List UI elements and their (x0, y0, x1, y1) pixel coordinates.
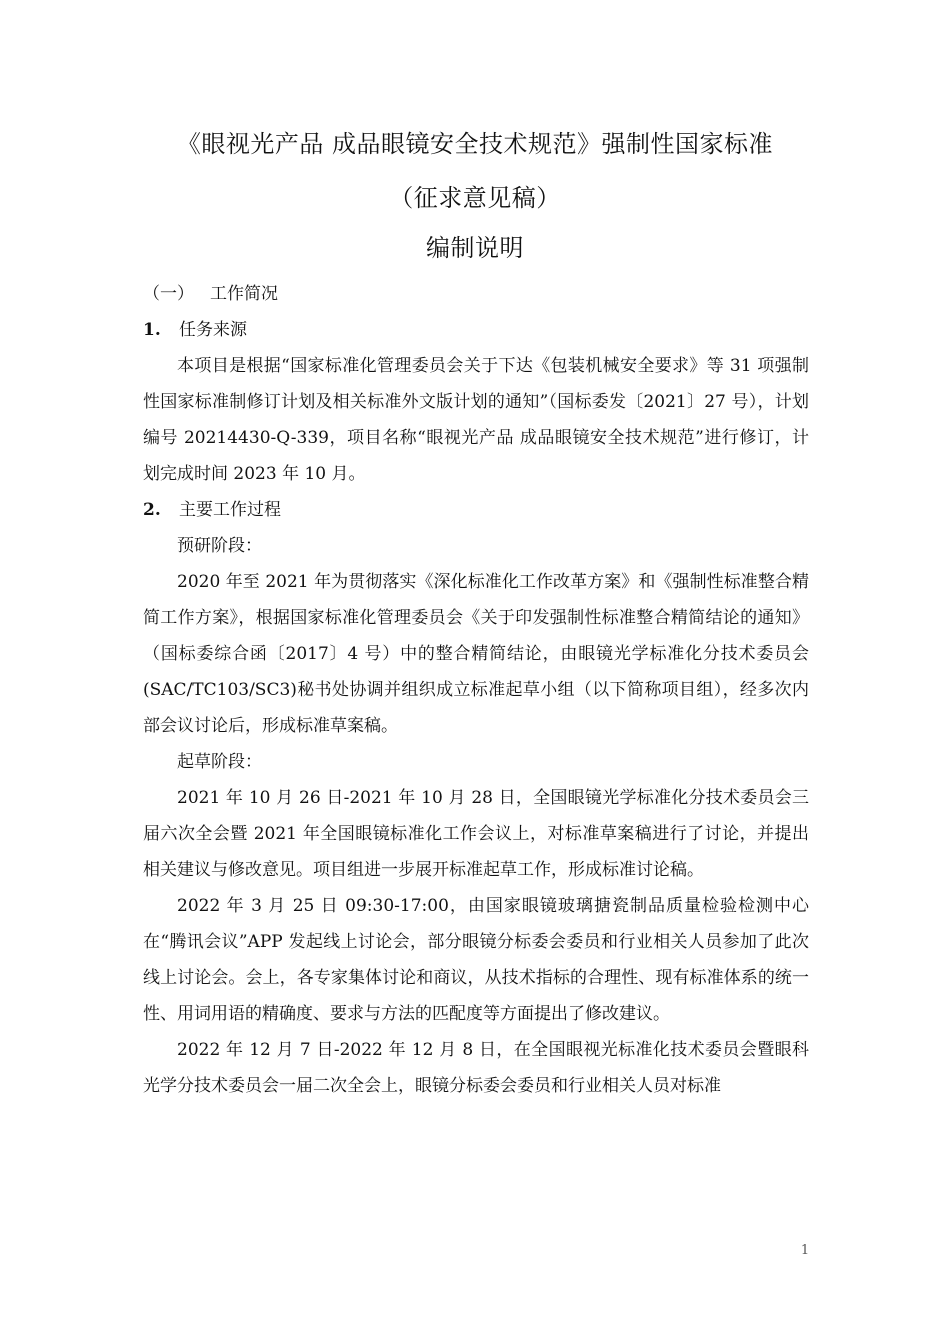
section-title: 工作简况 (210, 284, 278, 304)
document-title: 《眼视光产品 成品眼镜安全技术规范》强制性国家标准 (176, 130, 774, 158)
document-subtitle: （征求意见稿） (389, 184, 561, 212)
item1-title: 任务来源 (179, 320, 247, 340)
document-heading: 编制说明 (426, 234, 524, 262)
stage2-paragraph-2: 2022 年 3 月 25 日 09:30-17:00，由国家眼镜玻璃搪瓷制品质量检验检测中心在“腾讯会议”APP 发起线上讨论会，部分眼镜分标委会委员和行业相关人员参加了此次线上讨论会。会上，各专家集体讨论和商议，从技术指标的合理性、现有标准体系的统一性、用词用语的精确度、要求与方法的匹配度等方面提出了修改建议。 (143, 896, 809, 1024)
stage1-paragraph: 2020 年至 2021 年为贯彻落实《深化标准化工作改革方案》和《强制性标准整合精简工作方案》，根据国家标准化管理委员会《关于印发强制性标准整合精简结论的通知》（国标委综合函〔2017〕4 号）中的整合精简结论，由眼镜光学标准化分技术委员会(SAC/TC103/SC3)秘书处协调并组织成立标准起草小组（以下简称项目组），经多次内部会议讨论后，形成标准草案稿。 (143, 572, 809, 736)
document-body (143, 276, 809, 1104)
stage2-paragraph-3: 2022 年 12 月 7 日-2022 年 12 月 8 日，在全国眼视光标准化技术委员会暨眼科光学分技术委员会一届二次全会上，眼镜分标委会委员和行业相关人员对标准 (143, 1040, 809, 1096)
stage2-paragraph-1: 2021 年 10 月 26 日-2021 年 10 月 28 日，全国眼镜光学标准化分技术委员会三届六次全会暨 2021 年全国眼镜标准化工作会议上，对标准草案稿进行了讨论，并提出相关建议与修改意见。项目组进一步展开标准起草工作，形成标准讨论稿。 (143, 788, 809, 880)
page-number: 1 (800, 1243, 810, 1258)
item2-title: 主要工作过程 (179, 500, 281, 520)
item1-paragraph: 本项目是根据“国家标准化管理委员会关于下达《包装机械安全要求》等 31 项强制性国家标准制修订计划及相关标准外文版计划的通知”（国标委发〔2021〕27 号），计划编号 20214430-Q-339，项目名称“眼视光产品 成品眼镜安全技术规范”进行修订，计划完成时间 2023 年 10 月。 (143, 356, 809, 484)
item1-number: 1. (143, 320, 161, 340)
section-label: （一） (143, 284, 194, 304)
stage2-label: 起草阶段： (177, 752, 262, 772)
item2-heading (143, 492, 809, 528)
section-heading (143, 276, 809, 312)
stage1-label: 预研阶段： (177, 536, 262, 556)
item2-number: 2. (143, 500, 161, 520)
item1-heading (143, 312, 809, 348)
